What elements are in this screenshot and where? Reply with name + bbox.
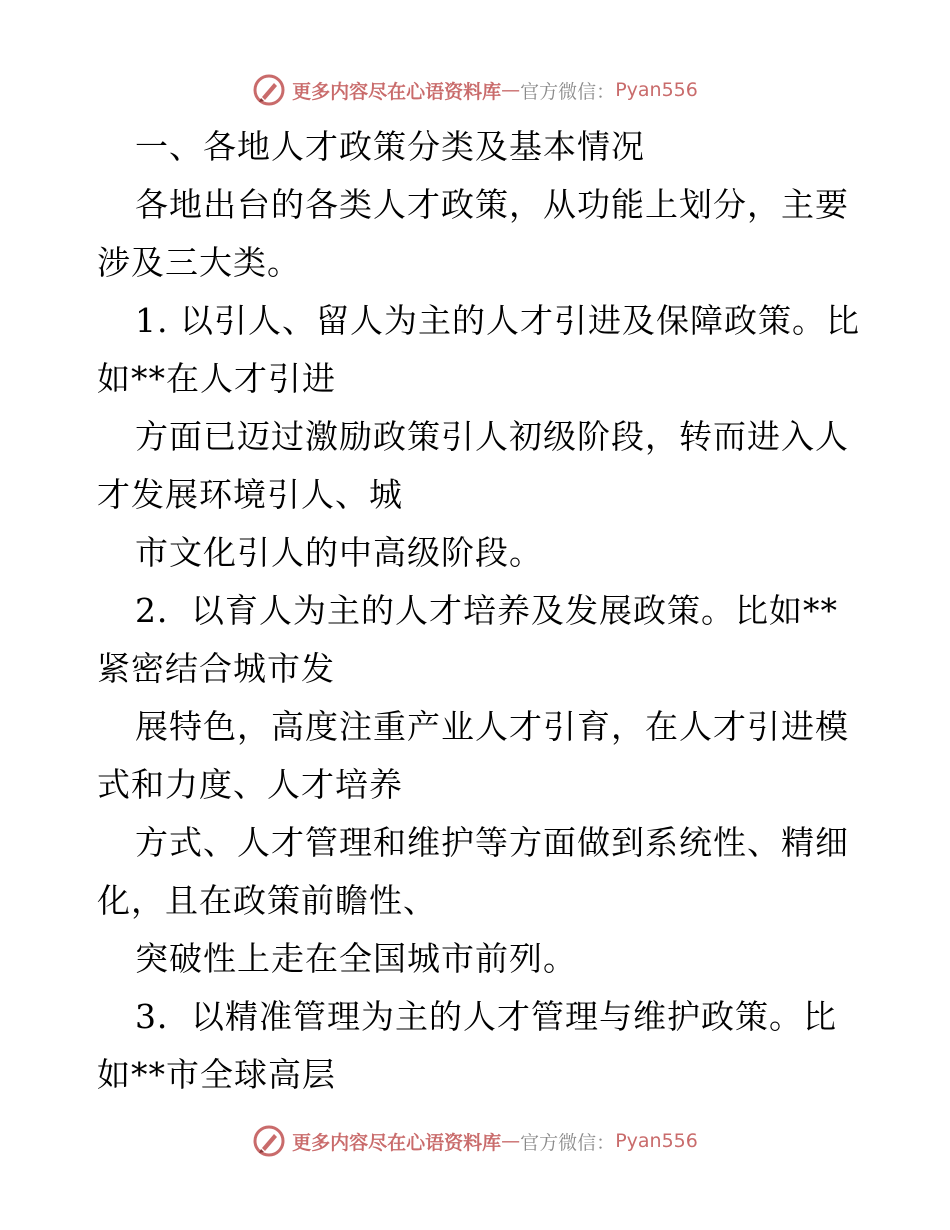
document-line: 2．以育人为主的人才培养及发展政策。比如**	[135, 591, 838, 630]
footer-watermark	[0, 1121, 950, 1161]
watermark-wechat-id: Pyan556	[615, 79, 698, 101]
document-line: 3．以精准管理为主的人才管理与维护政策。比	[135, 997, 837, 1036]
document-line: 方式、人才管理和维护等方面做到系统性、精细	[135, 823, 849, 862]
document-line: 市文化引人的中高级阶段。	[135, 533, 543, 572]
watermark-lead-text: 更多内容尽在心语资料库	[292, 80, 502, 103]
document-line: 突破性上走在全国城市前列。	[135, 939, 577, 978]
watermark-dash: —	[501, 79, 521, 101]
document-body	[97, 118, 860, 1104]
watermark-wechat-id: Pyan556	[615, 1130, 698, 1152]
watermark-wechat-label: 官方微信：	[520, 80, 616, 103]
document-line: 化，且在政策前瞻性、	[97, 881, 437, 920]
document-line: 1. 以引人、留人为主的人才引进及保障政策。比	[135, 301, 860, 340]
document-line: 式和力度、人才培养	[97, 765, 403, 804]
watermark-wechat-label: 官方微信：	[520, 1131, 616, 1154]
document-line: 各地出台的各类人才政策，从功能上划分，主要	[135, 185, 849, 224]
document-line: 方面已迈过激励政策引人初级阶段，转而进入人	[135, 417, 849, 456]
document-line: 才发展环境引人、城	[97, 475, 403, 514]
document-line: 紧密结合城市发	[97, 649, 335, 688]
document-line: 涉及三大类。	[97, 243, 301, 282]
pen-logo-icon	[252, 1124, 286, 1158]
document-line: 如**市全球高层	[97, 1055, 336, 1094]
document-line: 展特色，高度注重产业人才引育，在人才引进模	[135, 707, 849, 746]
watermark-dash: —	[501, 1130, 521, 1152]
document-line: 如**在人才引进	[97, 359, 336, 398]
document-line: 一、各地人才政策分类及基本情况	[135, 127, 645, 166]
header-watermark	[0, 70, 950, 110]
pen-logo-icon	[252, 73, 286, 107]
watermark-lead-text: 更多内容尽在心语资料库	[292, 1131, 502, 1154]
